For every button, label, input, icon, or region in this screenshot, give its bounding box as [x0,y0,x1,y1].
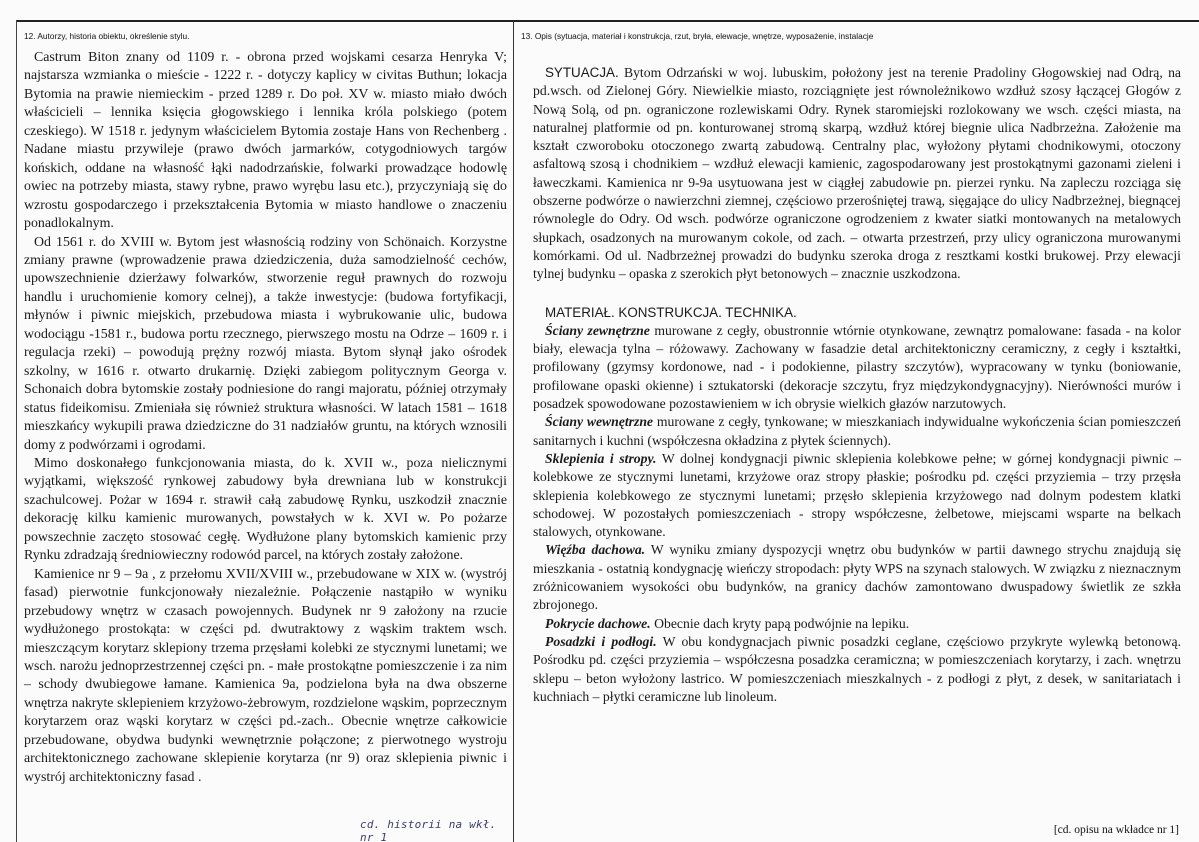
description-body [515,43,1195,706]
item-label: Ściany wewnętrzne [545,414,654,430]
column-divider [513,20,514,842]
situation-title: SYTUACJA. [545,65,619,80]
history-column [18,22,512,842]
history-header: 12. Autorzy, historia obiektu, określenie stylu. [24,31,190,41]
item-paragraph [533,413,1181,450]
description-column [515,22,1195,842]
item-paragraph [533,450,1181,541]
item-paragraph [533,322,1181,413]
continuation-note: [cd. opisu na wkładce nr 1] [1053,824,1179,836]
item-text: murowane z cegły, tynkowane; w mieszkaniach indywidualne wykończenia ścian pomieszczeń sanitarnych i kuchni (współczesna okładzina z płytek ściennych). [533,414,1181,448]
item-text: W dolnej kondygnacji piwnic sklepienia kolebkowe pełne; w górnej kondygnacji piwnic – kolebkowe ze stycznymi lunetami, krzyżowe oraz stropy płaskie; pośrodku pd. części przyziemia – trzy przęsła sklepienia kolebkowego ze stycznymi lunetami; przęsło sklepienia krzyżowego nad dolnym podestem klatki schodowej. W pozostałych pomieszczeniach - stropy współczesne, żelbetowe, miejscami wsparte na belkach stalowych, otynkowane. [533,450,1182,540]
situation-paragraph [533,64,1181,284]
item-text: murowane z cegły, obustronnie wtórnie otynkowane, zewnątrz pomalowane: fasada - na kolor biały, elewacja tylna – różowawy. Zachowany w fasadzie detal architektoniczny ceramiczny, z cegły i kształtki, profilowany (gzymsy kordonowe, nad - i podokienne, pilastry szczytów), wypracowany w tynku (boniowanie, profilowane opaski okienne) i sztukatorski (dekoracje szczytu, fryz międzykondygnacyjny). Nierówności murów i posadzek spowodowane pozostawieniem w ich obrysie wielkich głazów narzutowych. [533,322,1181,412]
item-label: Ściany zewnętrzne [545,322,650,338]
item-paragraph [533,541,1181,614]
item-label: Sklepienia i stropy. [545,450,657,466]
history-paragraph: Od 1561 r. do XVIII w. Bytom jest własnością rodziny von Schönaich. Korzystne zmiany prawne (wprowadzenie prawa dziedziczenia, duża samodzielność cechów, upowszechnienie dzierżawy folwarków, stworzenie reguł prawnych do rozwoju handlu i uruchomienie komory celnej), a także inwestycje: (budowa fortyfikacji, młynów i piwnic miejskich, przebudowa miasta i wybrukowanie ulic, budowa wodociągu -1581 r., budowa portu rzecznego, pierwszego mostu na Odrze – 1609 r. i regulacja rzeki) – powodują prężny rozwój miasta. Bytom słynął jako ośrodek szkolny, w 1616 r. otwarto drukarnię. Dzięki zabiegom politycznym Georga v. Schonaich dobra bytomskie zostały podniesione do rangi majoratu, później otrzymały status fideikomisu. Zmieniała się również struktura własności. W latach 1581 – 1618 mieszkańcy wykupili prawa dziedziczne do 31 nadziałów gruntu, na których wznosili domy z podwórzami i ogrodami. [24,234,507,453]
situation-text: Bytom Odrzański w woj. lubuskim, położony jest na terenie Pradoliny Głogowskiej nad Odrą, na pd.wsch. od Zielonej Góry. Niewielkie miasto, rozciągnięte jest równoleżnikowo wzdłuż szosy łączącej Głogów z Nową Solą, od pn. ograniczone rozlewiskami Odry. Rynek staromiejski rozlokowany we wsch. części miasta, na naturalnej platformie od pn. konturowanej stromą skarpą, wzdłuż której biegnie ulica Nadbrzeżna. Założenie ma kształt czworoboku otoczonego zwartą zabudową. Centralny plac, wyłożony płytami chodnikowymi, otoczony asfaltową szosą i chodnikiem – wzdłuż elewacji kamienic, zagospodarowany jest prostokątnymi gazonami zieleni i ławeczkami. Kamienica nr 9-9a usytuowana jest w ciągłej zabudowie pn. pierzei rynku. Na zapleczu rozciąga się obszerne podwórze o nawierzchni ziemnej, częściowo przerośniętej trawą, sięgające do ulicy Nadbrzeżnej, biegnącej równolegle do Odry. Od wsch. podwórze ograniczone ogrodzeniem z kwater siatki montowanych na metalowych słupkach, osadzonych na murowanym cokole, od zach. – otwarta przestrzeń, przy ulicy ograniczona murowanymi komórkami. Od ul. Nadbrzeżnej prowadzi do budynku szeroka droga z resztkami kostki brukowej. Przy elewacji tylnej budynku – opaska z szerokich płyt betonowych – znacznie uszkodzona. [533,65,1181,282]
description-header: 13. Opis (sytuacja, materiał i konstrukcja, rzut, bryła, elewacje, wnętrze, wyposażenie, instalacje [521,31,874,41]
item-text: W obu kondygnacjach piwnic posadzki ceglane, częściowo przykryte wylewką betonową. Pośrodku pd. części przyziemia – współczesna posadzka ceramiczna; w pomieszczeniach korytarzy, i zach. wnętrzu sklepu – beton wyłożony lastrico. W pomieszczeniach mieszkalnych - z podłogi z płyt, z desek, w sanitariatach i kuchniach – płytki ceramiczne lub linoleum. [533,633,1182,704]
item-label: Posadzki i podłogi. [545,633,657,649]
history-body [18,43,512,787]
left-rule [16,20,17,842]
material-heading [533,304,1181,322]
item-text: Obecnie dach kryty papą podwójnie na lepiku. [650,615,910,631]
history-paragraph: Kamienice nr 9 – 9a , z przełomu XVII/XVIII w., przebudowane w XIX w. (wystrój fasad) pierwotnie funkcjonowały niezależnie. Połączenie nastąpiło w wyniku przebudowy wnętrz w czasach powojennych. Budynek nr 9 założony na rzucie wydłużonego prostokąta: w części pd. dwutraktowy z wąskim traktem wsch. mieszczącym korytarz sklepiony trzema przęsłami kolebki ze stycznymi lunetami; we wsch. narożu jednoprzestrzennej części pn. - małe prostokątne pomieszczenie i za nim – schody dwubiegowe łamane. Kamienica 9a, podzielona była na dwa obszerne wnętrza nakryte sklepieniem krzyżowo-żebrowym, rozdzielone wąskim, poprzecznym korytarzem oraz wąski korytarz w części pd.-zach.. Obecnie wnętrze całkowicie przebudowane, obydwa budynki wewnętrznie połączone; z pierwotnego wystroju architektonicznego zachowane sklepienie korytarza (nr 9) oraz sklepienia piwnic i wystrój architektoniczny fasad . [24,566,507,785]
item-text: W wyniku zmiany dyspozycji wnętrz obu budynków w partii dawnego strychu znajdują się mieszkania - ostatnią kondygnację wieńczy stropodach: płyty WPS na szynach stalowych. W związku z nieznacznym zróżnicowaniem wysokości obu budynków, na granicy dachów zamontowano dwuspadowy świetlik ze szkła zbrojonego. [533,542,1181,613]
item-paragraph [533,615,1181,633]
history-paragraph: Castrum Biton znany od 1109 r. - obrona przed wojskami cesarza Henryka V; najstarsza wzmianka o mieście - 1222 r. - dotyczy kaplicy w civitas Buthun; lokacja Bytomia na prawie niemieckim - przed 1289 r. Do poł. XV w. miasto miało dwóch właścicieli – lennika księcia głogowskiego i lennika króla polskiego (potem czeskiego). W 1518 r. jedynym właścicielem Bytomia zostaje Hans von Rechenberg . Nadane miastu przywileje (prawo dwóch jarmarków, cotygodniowych targów końskich, oddane na własność łąki nadodrzańskie, folwarki prowadzące hodowlę owiec na potrzeby miasta, stawy rybne, prawo wyrębu lasu etc.), przyczyniają się do wzrostu gospodarczego i przekształcenia Bytomia w miasto handlowe o znaczeniu ponadlokalnym. [24,50,507,232]
history-paragraph: Mimo doskonałego funkcjonowania miasta, do k. XVII w., poza nielicznymi wyjątkami, większość rynkowej zabudowy była drewniana lub w konstrukcji szachulcowej. Pożar w 1694 r. strawił całą zabudowę Rynku, uszkodził znacznie dekorację kilku kamienic murowanych, powstałych w k. XVI w. Po pożarze powszechnie zaczęto stosować cegłę. Wydłużone plany bytomskich kamienic przy Rynku zdradzają średniowieczny rodowód parcel, na których zostały założone. [24,455,507,564]
item-paragraph [533,633,1181,706]
item-label: Więźba dachowa. [545,542,646,558]
section-gap [533,284,1181,304]
handwritten-note: cd. historii na wkł. nr 1 [360,818,497,842]
item-label: Pokrycie dachowe. [545,615,651,631]
material-title: MATERIAŁ. KONSTRUKCJA. TECHNIKA. [545,304,797,320]
